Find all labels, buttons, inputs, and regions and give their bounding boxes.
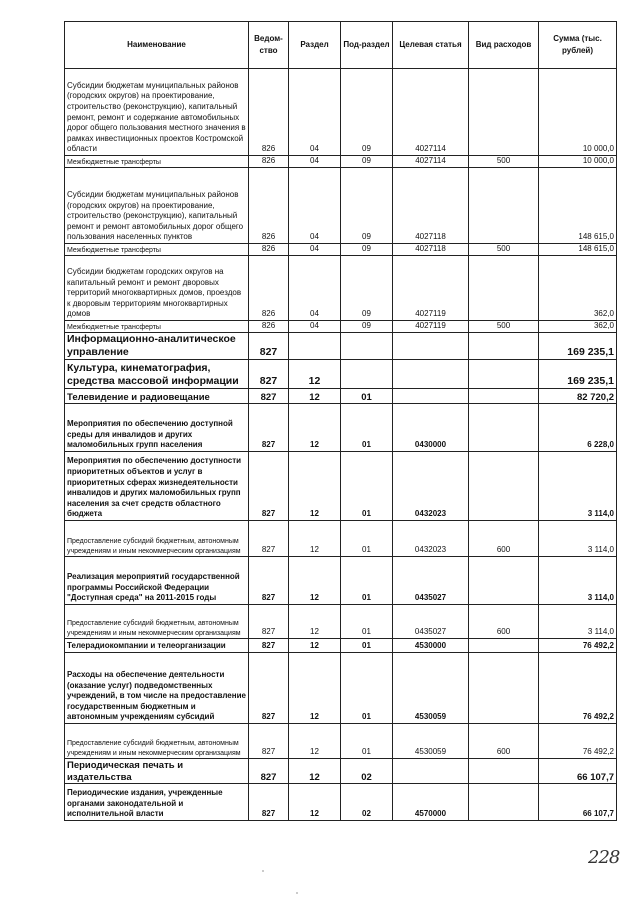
row-name: Расходы на обеспечение деятельности (оказание услуг) подведомственных учреждений, в том числе на предоставление государственным бюджетным и автономным учреждениям субсидий [65, 653, 249, 724]
table-row [65, 244, 617, 256]
row-expense: 600 [469, 605, 539, 639]
row-name: Межбюджетные трансферты [65, 156, 249, 168]
row-ministry: 827 [249, 605, 289, 639]
row-target: 4027119 [393, 321, 469, 333]
row-expense [469, 389, 539, 404]
header-expense: Вид расходов [469, 22, 539, 69]
row-target: 4530059 [393, 653, 469, 724]
row-subsection: 09 [341, 156, 393, 168]
row-section: 12 [289, 521, 341, 557]
row-section: 04 [289, 69, 341, 156]
table-row [65, 784, 617, 821]
row-name: Мероприятия по обеспечению доступности приоритетных объектов и услуг в приоритетных сферах жизнедеятельности инвалидов и других маломобильных групп населения за счет средств областного бюджета [65, 452, 249, 521]
row-ministry: 826 [249, 321, 289, 333]
row-section: 12 [289, 557, 341, 605]
row-subsection: 09 [341, 244, 393, 256]
row-ministry: 826 [249, 156, 289, 168]
table-row [65, 639, 617, 653]
row-name: Мероприятия по обеспечению доступной среды для инвалидов и других маломобильных групп населения [65, 404, 249, 452]
table-row [65, 521, 617, 557]
row-section [289, 333, 341, 360]
row-amount: 148 615,0 [539, 244, 617, 256]
row-subsection: 09 [341, 168, 393, 244]
row-subsection: 02 [341, 759, 393, 784]
row-subsection: 01 [341, 389, 393, 404]
row-subsection: 01 [341, 605, 393, 639]
header-amount: Сумма (тыс. рублей) [539, 22, 617, 69]
row-target: 4530000 [393, 639, 469, 653]
scan-speck [296, 892, 298, 894]
row-amount: 362,0 [539, 321, 617, 333]
row-amount: 3 114,0 [539, 557, 617, 605]
table-header-row [65, 22, 617, 69]
row-name: Предоставление субсидий бюджетным, автономным учреждениям и иным некоммерческим организациям [65, 724, 249, 759]
row-section: 04 [289, 168, 341, 244]
row-amount: 10 000,0 [539, 156, 617, 168]
row-ministry: 826 [249, 69, 289, 156]
row-name: Телерадиокомпании и телеорганизации [65, 639, 249, 653]
row-subsection: 01 [341, 521, 393, 557]
row-ministry: 827 [249, 557, 289, 605]
row-expense: 600 [469, 521, 539, 557]
row-amount: 76 492,2 [539, 653, 617, 724]
row-section: 12 [289, 759, 341, 784]
row-target: 4027119 [393, 256, 469, 321]
row-ministry: 826 [249, 168, 289, 244]
row-amount: 148 615,0 [539, 168, 617, 244]
row-amount: 66 107,7 [539, 759, 617, 784]
row-name: Реализация мероприятий государственной программы Российской Федерации "Доступная среда" на 2011-2015 годы [65, 557, 249, 605]
row-subsection: 09 [341, 69, 393, 156]
row-subsection: 01 [341, 639, 393, 653]
row-expense [469, 784, 539, 821]
table-row [65, 605, 617, 639]
row-name: Телевидение и радиовещание [65, 389, 249, 404]
row-name: Периодическая печать и издательства [65, 759, 249, 784]
row-ministry: 827 [249, 639, 289, 653]
row-expense [469, 404, 539, 452]
table-row [65, 69, 617, 156]
row-section: 12 [289, 404, 341, 452]
row-name: Информационно-аналитическое управление [65, 333, 249, 360]
row-ministry: 827 [249, 389, 289, 404]
row-expense: 500 [469, 321, 539, 333]
row-target: 0432023 [393, 452, 469, 521]
row-section: 12 [289, 784, 341, 821]
row-ministry: 827 [249, 360, 289, 389]
header-section: Раздел [289, 22, 341, 69]
row-name: Предоставление субсидий бюджетным, автономным учреждениям и иным некоммерческим организациям [65, 605, 249, 639]
row-name: Культура, кинематография, средства массовой информации [65, 360, 249, 389]
table-row [65, 360, 617, 389]
row-section: 04 [289, 256, 341, 321]
header-subsection: Под-раздел [341, 22, 393, 69]
row-amount: 76 492,2 [539, 724, 617, 759]
row-name: Периодические издания, учрежденные органами законодательной и исполнительной власти [65, 784, 249, 821]
row-subsection: 01 [341, 653, 393, 724]
row-subsection: 01 [341, 452, 393, 521]
table-row [65, 759, 617, 784]
row-amount: 169 235,1 [539, 360, 617, 389]
row-subsection [341, 360, 393, 389]
row-amount: 10 000,0 [539, 69, 617, 156]
table-row [65, 724, 617, 759]
header-target: Целевая статья [393, 22, 469, 69]
row-expense [469, 557, 539, 605]
row-expense [469, 360, 539, 389]
row-ministry: 826 [249, 244, 289, 256]
row-subsection [341, 333, 393, 360]
row-section: 12 [289, 639, 341, 653]
row-section: 12 [289, 605, 341, 639]
row-ministry: 826 [249, 256, 289, 321]
row-amount: 3 114,0 [539, 452, 617, 521]
table-row [65, 256, 617, 321]
row-ministry: 827 [249, 784, 289, 821]
row-target [393, 333, 469, 360]
row-expense [469, 653, 539, 724]
row-subsection: 01 [341, 557, 393, 605]
row-subsection: 09 [341, 321, 393, 333]
row-expense [469, 333, 539, 360]
row-target [393, 389, 469, 404]
budget-table [64, 21, 617, 821]
table-row [65, 404, 617, 452]
row-target: 0430000 [393, 404, 469, 452]
row-ministry: 827 [249, 724, 289, 759]
row-expense [469, 256, 539, 321]
row-target: 4530059 [393, 724, 469, 759]
row-amount: 6 228,0 [539, 404, 617, 452]
table-row [65, 156, 617, 168]
row-section: 04 [289, 244, 341, 256]
table-row [65, 452, 617, 521]
table-row [65, 389, 617, 404]
table-row [65, 653, 617, 724]
table-row [65, 168, 617, 244]
row-amount: 3 114,0 [539, 605, 617, 639]
table-body [65, 69, 617, 821]
row-section: 04 [289, 156, 341, 168]
table-row [65, 333, 617, 360]
row-amount: 66 107,7 [539, 784, 617, 821]
row-section: 12 [289, 653, 341, 724]
row-target: 4027118 [393, 244, 469, 256]
page-number: 228 [588, 847, 620, 868]
row-target: 0435027 [393, 557, 469, 605]
row-name: Субсидии бюджетам муниципальных районов (городских округов) на проектирование, строительство (реконструкцию), капитальный ремонт, ремонт и содержание автомобильных дорог общего пользования местного значения в рамках инвестиционных проектов Костромской области [65, 69, 249, 156]
row-ministry: 827 [249, 759, 289, 784]
row-subsection: 09 [341, 256, 393, 321]
row-section: 12 [289, 724, 341, 759]
row-ministry: 827 [249, 333, 289, 360]
row-subsection: 01 [341, 724, 393, 759]
row-amount: 82 720,2 [539, 389, 617, 404]
row-ministry: 827 [249, 452, 289, 521]
row-amount: 169 235,1 [539, 333, 617, 360]
row-target: 0435027 [393, 605, 469, 639]
row-expense [469, 168, 539, 244]
row-name: Субсидии бюджетам городских округов на капитальный ремонт и ремонт дворовых территорий многоквартирных домов, проездов к дворовым территориям многоквартирных домов [65, 256, 249, 321]
row-name: Межбюджетные трансферты [65, 244, 249, 256]
row-target: 4570000 [393, 784, 469, 821]
header-ministry: Ведом-ство [249, 22, 289, 69]
row-subsection: 02 [341, 784, 393, 821]
row-target [393, 360, 469, 389]
row-ministry: 827 [249, 404, 289, 452]
row-target [393, 759, 469, 784]
row-section: 12 [289, 452, 341, 521]
row-expense [469, 452, 539, 521]
row-target: 0432023 [393, 521, 469, 557]
row-section: 04 [289, 321, 341, 333]
row-expense: 500 [469, 156, 539, 168]
row-name: Межбюджетные трансферты [65, 321, 249, 333]
row-expense [469, 69, 539, 156]
table-row [65, 321, 617, 333]
row-target: 4027118 [393, 168, 469, 244]
row-name: Предоставление субсидий бюджетным, автономным учреждениям и иным некоммерческим организациям [65, 521, 249, 557]
row-target: 4027114 [393, 156, 469, 168]
scan-speck [262, 870, 264, 872]
row-expense [469, 759, 539, 784]
row-target: 4027114 [393, 69, 469, 156]
row-subsection: 01 [341, 404, 393, 452]
row-expense: 600 [469, 724, 539, 759]
row-section: 12 [289, 389, 341, 404]
row-amount: 362,0 [539, 256, 617, 321]
row-expense [469, 639, 539, 653]
row-amount: 76 492,2 [539, 639, 617, 653]
row-ministry: 827 [249, 653, 289, 724]
row-ministry: 827 [249, 521, 289, 557]
row-amount: 3 114,0 [539, 521, 617, 557]
row-section: 12 [289, 360, 341, 389]
header-name: Наименование [65, 22, 249, 69]
table-row [65, 557, 617, 605]
row-expense: 500 [469, 244, 539, 256]
row-name: Субсидии бюджетам муниципальных районов (городских округов) на проектирование, строительство (реконструкцию), капитальный ремонт и ремонт автомобильных дорог общего пользования населенных пунктов [65, 168, 249, 244]
